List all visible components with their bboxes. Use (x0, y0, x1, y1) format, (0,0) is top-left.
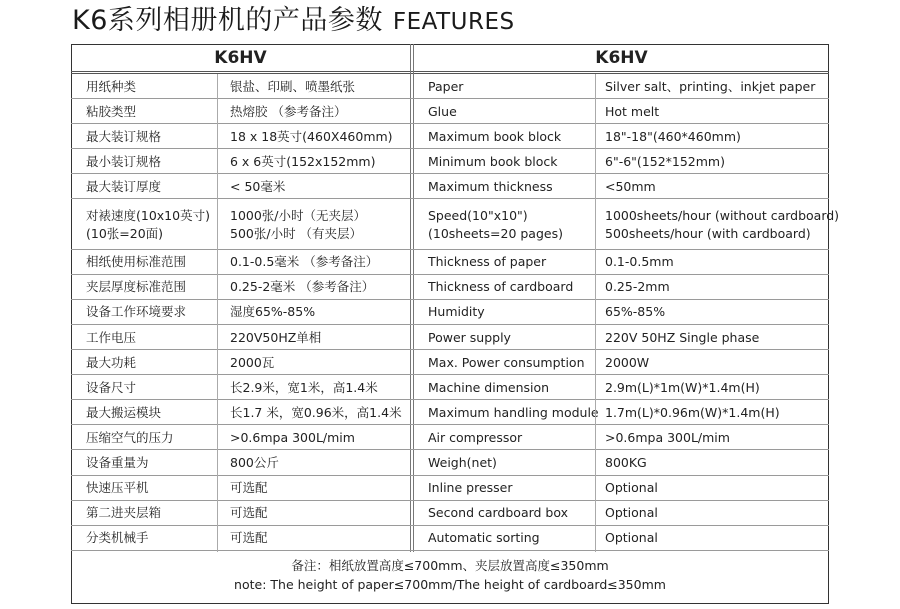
en-label-line: Minimum book block (428, 153, 558, 169)
en-value-line: Optional (605, 480, 658, 496)
en-label-line: Maximum book block (428, 128, 562, 144)
table-row (71, 526, 829, 551)
en-label-line: Speed(10"x10") (428, 207, 528, 223)
cn-label (86, 501, 161, 526)
en-value-line: 6"-6"(152*152mm) (605, 153, 725, 169)
en-label (428, 350, 585, 375)
cn-value (230, 149, 375, 174)
en-label (428, 250, 546, 275)
en-label-line: Automatic sorting (428, 530, 540, 546)
en-label-line: Inline presser (428, 480, 513, 496)
cn-value (230, 200, 366, 250)
table-row (71, 275, 829, 300)
cn-value (230, 501, 268, 526)
en-value-line: 220V 50HZ Single phase (605, 329, 760, 345)
en-value (605, 451, 647, 476)
en-label (428, 275, 573, 300)
cn-label-text: 设备重量为 (86, 455, 149, 471)
cn-value (230, 526, 268, 551)
cn-label (86, 99, 136, 124)
en-value (605, 174, 656, 199)
en-value (605, 124, 741, 149)
table-row (71, 350, 829, 375)
table-row (71, 501, 829, 526)
en-value (605, 476, 658, 501)
en-value-line: 0.1-0.5mm (605, 254, 674, 270)
cn-value-line: 220V50HZ单相 (230, 329, 322, 345)
en-value-line: Optional (605, 530, 658, 546)
cn-value (230, 174, 285, 199)
note-cn: 备注：相纸放置高度≤700mm、夹层放置高度≤350mm (291, 558, 609, 573)
en-label-line: Glue (428, 103, 457, 119)
table-row (71, 99, 829, 124)
en-value (605, 425, 730, 450)
cn-value (230, 451, 279, 476)
table-row (71, 476, 829, 501)
cn-value-line: 800公斤 (230, 455, 279, 471)
en-label-line: Power supply (428, 329, 511, 345)
en-label-line: Machine dimension (428, 379, 550, 395)
en-label (428, 200, 563, 250)
table-row (71, 174, 829, 199)
en-value (605, 275, 670, 300)
en-label (428, 425, 522, 450)
en-value-line: 0.25-2mm (605, 279, 670, 295)
en-label-line: Paper (428, 78, 464, 94)
cn-label-text: 最大装订规格 (86, 128, 162, 144)
cn-value-line: 可选配 (230, 480, 268, 496)
cn-label-text: 快速压平机 (86, 480, 149, 496)
cn-label (86, 174, 161, 199)
cn-value-line: >0.6mpa 300L/mim (230, 429, 355, 445)
cn-label-text: 粘胶类型 (86, 103, 137, 119)
en-value-line: 18"-18"(460*460mm) (605, 128, 741, 144)
cn-label-text: 最大装订厚度 (86, 178, 162, 194)
cn-label (86, 300, 186, 325)
cn-label-text: 设备工作环境要求 (86, 304, 187, 320)
cn-value-line: 500张/小时 （有夹层） (230, 225, 363, 241)
en-value-line: 800KG (605, 455, 647, 471)
cn-value (230, 124, 393, 149)
cn-value (230, 74, 355, 99)
cn-label-text: 最小装订规格 (86, 153, 162, 169)
en-label-line: Maximum thickness (428, 178, 553, 194)
table-row (71, 400, 829, 425)
en-value-line: 1000sheets/hour (without cardboard) (605, 207, 840, 223)
cn-value (230, 325, 321, 350)
table-row (71, 250, 829, 275)
en-label-line: Thickness of cardboard (428, 279, 574, 295)
cn-value (230, 425, 355, 450)
cn-value-line: 长2.9米，宽1米，高1.4米 (230, 379, 378, 395)
table-row (71, 425, 829, 450)
table-row (71, 124, 829, 149)
cn-value-line: 0.25-2毫米 （参考备注） (230, 279, 375, 295)
cn-label-text: 分类机械手 (86, 530, 149, 546)
en-value (605, 300, 665, 325)
title-cn: K6系列相册机的产品参数 (72, 5, 383, 36)
en-value-line: <50mm (605, 178, 656, 194)
note-en: note: The height of paper≤700mm/The height of cardboard≤350mm (234, 577, 666, 592)
en-label (428, 375, 549, 400)
table-row (71, 325, 829, 350)
en-value (605, 526, 658, 551)
en-label (428, 300, 485, 325)
cn-label (86, 74, 136, 99)
table-row (71, 149, 829, 174)
cn-label (86, 149, 161, 174)
en-label (428, 451, 497, 476)
cn-label-text: 最大搬运模块 (86, 404, 162, 420)
en-label-line: Max. Power consumption (428, 354, 585, 370)
table-row (71, 300, 829, 325)
cn-value (230, 99, 346, 124)
column-line-1 (217, 74, 218, 552)
en-label-line: Thickness of paper (428, 254, 547, 270)
cn-label-text: 对裱速度(10x10英寸) (10张=20面) (86, 207, 210, 241)
cn-value-line: 可选配 (230, 505, 268, 521)
en-value (605, 149, 725, 174)
en-value-line: 2.9m(L)*1m(W)*1.4m(H) (605, 379, 760, 395)
cn-label (86, 350, 136, 375)
cn-value (230, 400, 402, 425)
en-label-line: (10sheets=20 pages) (428, 225, 563, 241)
cn-value (230, 375, 378, 400)
en-value (605, 200, 839, 250)
cn-value-line: 0.1-0.5毫米 （参考备注） (230, 254, 379, 270)
en-value-line: 2000W (605, 354, 650, 370)
cn-value-line: 银盐、印刷、喷墨纸张 (230, 78, 356, 94)
en-value (605, 350, 649, 375)
cn-label (86, 124, 161, 149)
en-label (428, 99, 457, 124)
en-label-line: Maximum handling module (428, 404, 599, 420)
cn-value-line: 2000瓦 (230, 354, 275, 370)
en-label (428, 526, 540, 551)
en-label (428, 501, 568, 526)
cn-value (230, 476, 268, 501)
cn-label (86, 375, 136, 400)
en-label (428, 476, 513, 501)
cn-value (230, 300, 315, 325)
en-label (428, 174, 553, 199)
cn-value (230, 350, 274, 375)
en-label (428, 325, 511, 350)
cn-label (86, 325, 136, 350)
table-row (71, 451, 829, 476)
cn-label-text: 夹层厚度标准范围 (86, 279, 187, 295)
cn-value-line: 长1.7 米，宽0.96米，高1.4米 (230, 404, 402, 420)
en-value (605, 400, 780, 425)
en-label (428, 124, 561, 149)
notes (71, 556, 829, 594)
en-value (605, 250, 674, 275)
table-row (71, 74, 829, 99)
en-value-line: >0.6mpa 300L/mim (605, 429, 730, 445)
en-label (428, 400, 599, 425)
en-label (428, 74, 463, 99)
en-value-line: Optional (605, 505, 658, 521)
en-value-line: 500sheets/hour (with cardboard) (605, 225, 811, 241)
cn-value (230, 275, 374, 300)
cn-label (86, 200, 210, 250)
en-label-line: Second cardboard box (428, 505, 569, 521)
cn-label (86, 425, 174, 450)
header-left: K6HV (214, 48, 267, 68)
en-label-line: Weigh(net) (428, 455, 497, 471)
en-value-line: Hot melt (605, 103, 660, 119)
cn-value (230, 250, 378, 275)
en-label (428, 149, 558, 174)
en-value (605, 74, 815, 99)
table-row (71, 375, 829, 400)
cn-label (86, 476, 149, 501)
title-en: FEATURES (392, 9, 515, 35)
en-value-line: Silver salt、printing、inkjet paper (605, 78, 816, 94)
table-row (71, 200, 840, 250)
cn-label (86, 451, 149, 476)
en-value (605, 501, 658, 526)
header-right: K6HV (595, 48, 648, 68)
cn-label (86, 250, 186, 275)
page-title (72, 2, 515, 41)
en-value (605, 99, 659, 124)
column-line-2 (595, 74, 596, 552)
cn-value-line: 6 x 6英寸(152x152mm) (230, 153, 376, 169)
en-label-line: Humidity (428, 304, 485, 320)
cn-label-text: 工作电压 (86, 329, 137, 345)
cn-value-line: 18 x 18英寸(460X460mm) (230, 128, 393, 144)
cn-value-line: 热熔胶 （参考备注） (230, 103, 347, 119)
cn-label-text: 压缩空气的压力 (86, 429, 174, 445)
cn-label (86, 400, 161, 425)
en-label-line: Air compressor (428, 429, 523, 445)
cn-value-line: 湿度65%-85% (230, 304, 316, 320)
cn-label-text: 用纸种类 (86, 78, 137, 94)
en-value (605, 375, 760, 400)
cn-label-text: 最大功耗 (86, 354, 137, 370)
cn-label-text: 相纸使用标准范围 (86, 254, 187, 270)
cn-value-line: 可选配 (230, 530, 268, 546)
cn-label-text: 第二进夹层箱 (86, 505, 162, 521)
en-value-line: 65%-85% (605, 304, 666, 320)
en-value-line: 1.7m(L)*0.96m(W)*1.4m(H) (605, 404, 780, 420)
cn-label (86, 526, 149, 551)
cn-value-line: < 50毫米 (230, 178, 286, 194)
en-value (605, 325, 759, 350)
cn-label-text: 设备尺寸 (86, 379, 137, 395)
cn-label (86, 275, 186, 300)
cn-value-line: 1000张/小时（无夹层） (230, 207, 367, 223)
